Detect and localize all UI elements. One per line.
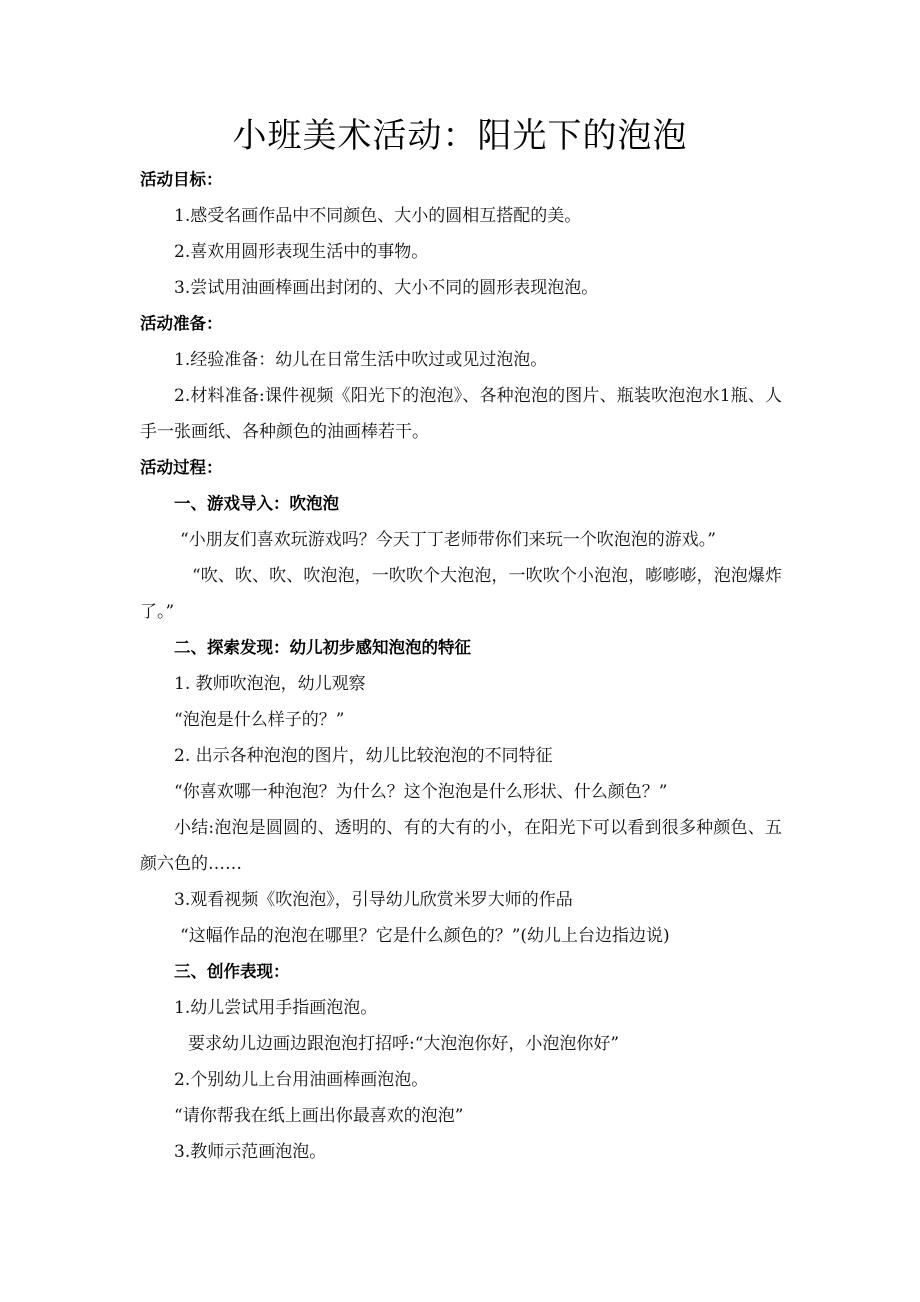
process-line: 1. 教师吹泡泡，幼儿观察 bbox=[174, 674, 366, 694]
preparation-heading: 活动准备： bbox=[140, 314, 223, 333]
process-line: 2.个别幼儿上台用油画棒画泡泡。 bbox=[174, 1070, 429, 1090]
process-part1-heading: 一、游戏导入：吹泡泡 bbox=[174, 494, 339, 513]
process-line: “泡泡是什么样子的？” bbox=[174, 710, 345, 730]
goal-item: 2.喜欢用圆形表现生活中的事物。 bbox=[174, 242, 429, 262]
preparation-item: 2.材料准备:课件视频《阳光下的泡泡》、各种泡泡的图片、瓶装吹泡泡水1瓶、人手一张画纸、各种颜色的油画棒若干。 bbox=[140, 386, 782, 442]
process-line: 2. 出示各种泡泡的图片，幼儿比较泡泡的不同特征 bbox=[174, 746, 553, 766]
goal-item: 3.尝试用油画棒画出封闭的、大小不同的圆形表现泡泡。 bbox=[174, 278, 599, 298]
process-line: 1.幼儿尝试用手指画泡泡。 bbox=[174, 998, 378, 1018]
process-heading: 活动过程： bbox=[140, 458, 223, 477]
process-line: 3.观看视频《吹泡泡》，引导幼儿欣赏米罗大师的作品 bbox=[174, 890, 573, 910]
page-title: 小班美术活动：阳光下的泡泡 bbox=[232, 116, 688, 156]
process-part2-heading: 二、探索发现：幼儿初步感知泡泡的特征 bbox=[174, 638, 471, 657]
process-line: “小朋友们喜欢玩游戏吗？今天丁丁老师带你们来玩一个吹泡泡的游戏。” bbox=[180, 530, 716, 550]
process-line: 要求幼儿边画边跟泡泡打招呼:“大泡泡你好，小泡泡你好” bbox=[188, 1034, 620, 1054]
process-line: “你喜欢哪一种泡泡？为什么？这个泡泡是什么形状、什么颜色？” bbox=[174, 782, 668, 802]
process-line: “这幅作品的泡泡在哪里？它是什么颜色的？”(幼儿上台边指边说) bbox=[180, 926, 670, 946]
preparation-item: 1.经验准备：幼儿在日常生活中吹过或见过泡泡。 bbox=[174, 350, 548, 370]
document-content bbox=[140, 162, 782, 1170]
process-part3-heading: 三、创作表现： bbox=[174, 962, 290, 981]
process-summary: 小结:泡泡是圆圆的、透明的、有的大有的小，在阳光下可以看到很多种颜色、五颜六色的…… bbox=[140, 818, 782, 874]
process-line: 3.教师示范画泡泡。 bbox=[174, 1142, 327, 1162]
process-line: “吹、吹、吹、吹泡泡，一吹吹个大泡泡，一吹吹个小泡泡，嘭嘭嘭，泡泡爆炸了。” bbox=[140, 566, 782, 622]
goal-item: 1.感受名画作品中不同颜色、大小的圆相互搭配的美。 bbox=[174, 206, 582, 226]
goals-heading: 活动目标： bbox=[140, 170, 223, 189]
process-line: “请你帮我在纸上画出你最喜欢的泡泡” bbox=[174, 1106, 464, 1126]
